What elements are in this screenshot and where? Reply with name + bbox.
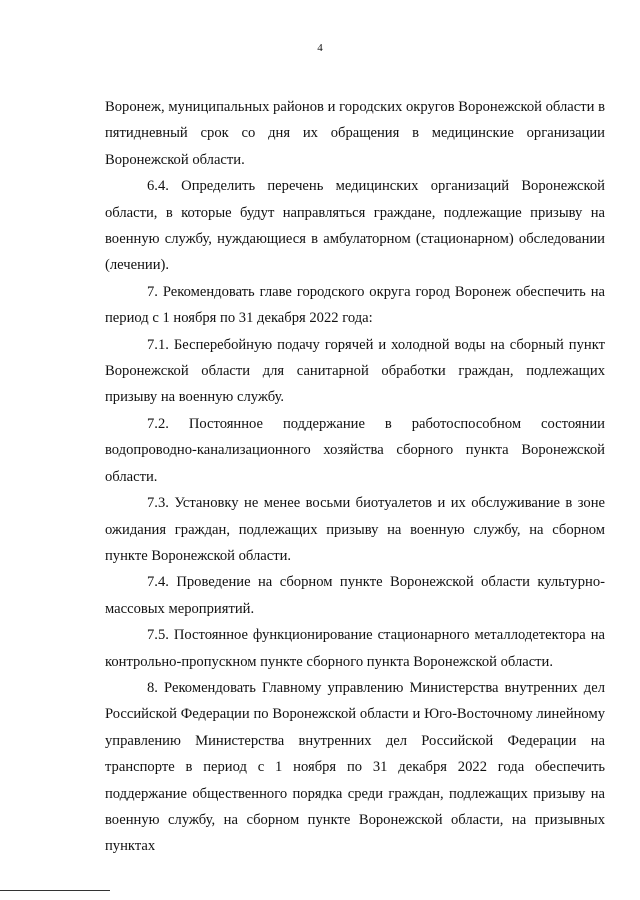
footnote-divider xyxy=(0,890,110,891)
paragraph-7-2: 7.2. Постоянное поддержание в работоспособном состоянии водопроводно-канализационного хозяйства сборного пункта Воронежской области. xyxy=(105,415,605,485)
paragraph-7-5: 7.5. Постоянное функционирование стационарного металлодетектора на контрольно-пропускном пункте сборного пункта Воронежской области. xyxy=(105,627,605,670)
page-number: 4 xyxy=(317,42,323,54)
paragraph-7: 7. Рекомендовать главе городского округа город Воронеж обеспечить на период с 1 ноября по 31 декабря 2022 года: xyxy=(105,283,605,327)
paragraph-6-4: 6.4. Определить перечень медицинских организаций Воронежской области, в которые будут направляться граждане, подлежащие призыву на военную службу, нуждающиеся в амбулаторном (стационарном) обследовании (лечении). xyxy=(105,178,605,274)
paragraph-7-3: 7.3. Установку не менее восьми биотуалетов и их обслуживание в зоне ожидания граждан, подлежащих призыву на военную службу, на сборном пункте Воронежской области. xyxy=(105,495,605,564)
paragraph-7-4: 7.4. Проведение на сборном пункте Воронежской области культурно-массовых мероприятий. xyxy=(105,574,605,617)
document-body xyxy=(105,94,605,860)
paragraph-8: 8. Рекомендовать Главному управлению Министерства внутренних дел Российской Федерации по Воронежской области и Юго-Восточному линейному управлению Министерства внутренних дел Российской Федерации на транспорте в период с 1 ноября по 31 декабря 2022 года обеспечить поддержание общественного порядка среди граждан, подлежащих призыву на военную службу, на сборном пункте Воронежской области, на призывных пунктах xyxy=(105,679,605,855)
paragraph-7-1: 7.1. Бесперебойную подачу горячей и холодной воды на сборный пункт Воронежской области для санитарной обработки граждан, подлежащих призыву на военную службу. xyxy=(105,336,605,406)
paragraph-continuation: Воронеж, муниципальных районов и городских округов Воронежской области в пятидневный срок со дня их обращения в медицинские организации Воронежской области. xyxy=(105,99,605,168)
